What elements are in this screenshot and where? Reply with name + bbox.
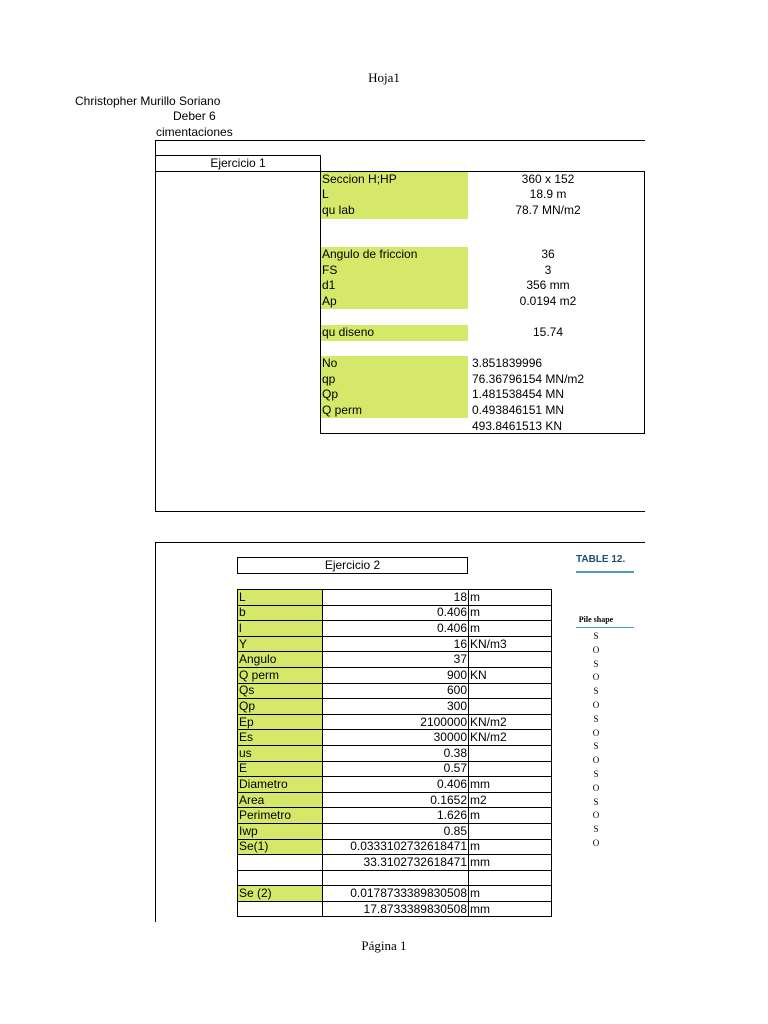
ej2-label-cell: Y <box>238 636 323 652</box>
ej1-row-label: FS <box>322 263 338 277</box>
table-row <box>238 667 552 683</box>
assignment-label: Deber 6 <box>173 109 216 123</box>
ej2-value-cell: 300 <box>323 699 469 715</box>
reference-shape-cell: S <box>593 686 599 697</box>
reference-shape-cell: S <box>593 658 599 669</box>
table-row <box>238 823 552 839</box>
ej2-label-cell: us <box>238 745 323 761</box>
ej2-unit-cell <box>469 870 552 886</box>
ej2-value-cell: 0.1652 <box>323 792 469 808</box>
ej1-row-value: 1.481538454 MN <box>472 387 565 401</box>
ej1-row-value: 78.7 MN/m2 <box>515 203 581 217</box>
ej1-title-text: Ejercicio 1 <box>210 156 266 170</box>
ej2-label-cell: Ep <box>238 714 323 730</box>
ej2-unit-cell: m <box>469 590 552 606</box>
ej2-value-cell <box>323 870 469 886</box>
ej1-row-value: 36 <box>541 247 555 261</box>
table-row <box>238 792 552 808</box>
ej2-value-cell: 0.0333102732618471 <box>323 839 469 855</box>
ej2-label-cell: E <box>238 761 323 777</box>
reference-shape-cell: O <box>592 755 600 766</box>
ej1-row-value: 15.74 <box>532 325 564 339</box>
ej2-value-cell: 17.8733389830508 <box>323 901 469 917</box>
table-row <box>238 605 552 621</box>
reference-shape-cell: O <box>592 727 600 738</box>
ej1-row-label: qp <box>322 372 336 386</box>
ej1-row-label: d1 <box>322 278 336 292</box>
ej2-unit-cell: m <box>469 605 552 621</box>
table-row <box>238 699 552 715</box>
ej2-value-cell: 0.38 <box>323 745 469 761</box>
ej2-unit-cell: m <box>469 839 552 855</box>
ej2-value-cell: 37 <box>323 652 469 668</box>
reference-shape-cell: S <box>593 631 599 641</box>
ej2-unit-cell: mm <box>469 777 552 793</box>
ej1-row-value: 0.0194 m2 <box>519 294 577 308</box>
ej2-value-cell: 2100000 <box>323 714 469 730</box>
ej2-unit-cell <box>469 683 552 699</box>
table-row <box>238 745 552 761</box>
table-row <box>238 839 552 855</box>
reference-shape-cell: S <box>593 768 599 779</box>
reference-shape-cell: O <box>592 644 600 655</box>
ej2-label-cell: Perimetro <box>238 808 323 824</box>
table-row <box>238 714 552 730</box>
table-row <box>238 808 552 824</box>
ej2-value-cell: 33.3102732618471 <box>323 855 469 871</box>
ej2-label-cell <box>238 855 323 871</box>
ej2-unit-cell: mm <box>469 901 552 917</box>
ej2-label-cell: Q perm <box>238 667 323 683</box>
ej2-label-cell: b <box>238 605 323 621</box>
reference-shape-cell: O <box>592 672 600 683</box>
ej1-row-label: Ap <box>322 294 337 308</box>
reference-shape-cell: O <box>592 699 600 710</box>
ej2-label-cell: l <box>238 621 323 637</box>
ej2-unit-cell <box>469 699 552 715</box>
ej1-title <box>155 155 321 172</box>
ej1-row-value: 0.493846151 MN <box>472 403 565 417</box>
ej2-unit-cell: KN <box>469 667 552 683</box>
table-row <box>238 855 552 871</box>
ej1-row-label: Angulo de friccion <box>322 247 418 261</box>
ej2-unit-cell <box>469 823 552 839</box>
reference-table-image <box>576 554 634 854</box>
ej1-row-value: 76.36796154 MN/m2 <box>472 372 585 386</box>
ej2-label-cell: Diametro <box>238 777 323 793</box>
ej2-label-cell: Se (2) <box>238 886 323 902</box>
reference-shape-cell: O <box>592 810 600 821</box>
ej2-unit-cell: KN/m2 <box>469 714 552 730</box>
ej2-value-cell: 0.57 <box>323 761 469 777</box>
ej1-row-label: Seccion H;HP <box>322 172 397 186</box>
ej2-value-cell: 0.406 <box>323 605 469 621</box>
table-row <box>238 652 552 668</box>
reference-shape-cell: O <box>592 837 600 848</box>
sheet-title: Hoja1 <box>368 70 400 85</box>
reference-shape-cell: S <box>593 713 599 724</box>
ej2-unit-cell: KN/m3 <box>469 636 552 652</box>
ej2-unit-cell: KN/m2 <box>469 730 552 746</box>
ej2-label-cell <box>238 901 323 917</box>
table-row <box>238 683 552 699</box>
table-row <box>238 761 552 777</box>
reference-shape-cell: O <box>592 782 600 793</box>
reference-shape-cell: S <box>593 824 599 835</box>
ej2-unit-cell <box>469 652 552 668</box>
table-row <box>238 870 552 886</box>
reference-shape-cell: S <box>593 741 599 752</box>
ej2-unit-cell: m <box>469 808 552 824</box>
ej2-label-cell: Angulo <box>238 652 323 668</box>
ej2-unit-cell: m <box>469 621 552 637</box>
ej2-title <box>237 557 468 574</box>
reference-shape-cell: S <box>593 796 599 807</box>
ej2-value-cell: 0.85 <box>323 823 469 839</box>
ej2-value-cell: 1.626 <box>323 808 469 824</box>
ej1-row-label: Qp <box>322 387 339 401</box>
table-row <box>238 901 552 917</box>
ej2-value-cell: 900 <box>323 667 469 683</box>
ej2-label-cell: Qp <box>238 699 323 715</box>
ej2-unit-cell <box>469 745 552 761</box>
ej2-value-cell: 600 <box>323 683 469 699</box>
ej2-table <box>237 589 552 917</box>
ej2-label-cell: L <box>238 590 323 606</box>
page-number: Página 1 <box>361 938 407 953</box>
ej1-row-value: 3 <box>544 263 552 277</box>
ej1-row-label: Q perm <box>322 403 363 417</box>
ej2-title-text: Ejercicio 2 <box>324 558 381 572</box>
ej2-value-cell: 0.406 <box>323 621 469 637</box>
ej2-value-cell: 16 <box>323 636 469 652</box>
ej2-unit-cell: m <box>469 886 552 902</box>
ej1-row-label: qu lab <box>322 203 355 217</box>
ej2-label-cell <box>238 870 323 886</box>
ej2-label-cell: Es <box>238 730 323 746</box>
ej2-label-cell: Qs <box>238 683 323 699</box>
ej2-label-cell: Iwp <box>238 823 323 839</box>
ej2-value-cell: 30000 <box>323 730 469 746</box>
course-label: cimentaciones <box>156 125 233 139</box>
table-row <box>238 777 552 793</box>
author-name: Christopher Murillo Soriano <box>75 94 221 108</box>
ej1-row-value: 356 mm <box>526 278 570 292</box>
ej2-label-cell: Se(1) <box>238 839 323 855</box>
ej2-unit-cell: m2 <box>469 792 552 808</box>
ej1-row-value: 3.851839996 <box>472 356 543 370</box>
ej2-unit-cell <box>469 761 552 777</box>
ej2-label-cell: Area <box>238 792 323 808</box>
ej1-row-value: 360 x 152 <box>521 172 575 186</box>
reference-col-header: Pile shape <box>578 615 614 624</box>
ej1-row-label: qu diseno <box>322 325 375 339</box>
ej1-row-value: 18.9 m <box>529 187 567 201</box>
ej2-value-cell: 18 <box>323 590 469 606</box>
ej1-row-value: 493.8461513 KN <box>472 419 563 433</box>
table-row <box>238 730 552 746</box>
ej2-value-cell: 0.406 <box>323 777 469 793</box>
reference-table-label: TABLE 12. <box>576 554 626 565</box>
table-row <box>238 886 552 902</box>
ej2-unit-cell: mm <box>469 855 552 871</box>
table-row <box>238 636 552 652</box>
ej1-row-label: L <box>322 187 329 201</box>
table-row <box>238 621 552 637</box>
ej1-row-label: No <box>322 356 338 370</box>
table-row <box>238 590 552 606</box>
ej2-value-cell: 0.0178733389830508 <box>323 886 469 902</box>
reference-shapes <box>576 630 616 851</box>
